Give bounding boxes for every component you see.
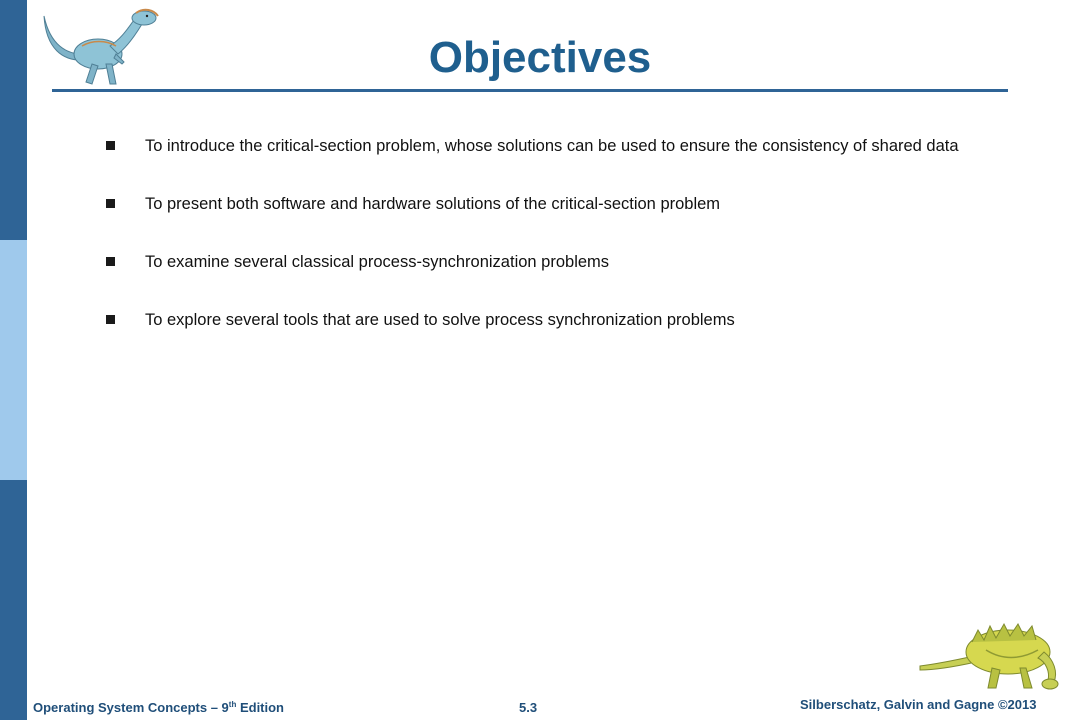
bullet-item	[104, 309, 1004, 331]
bullet-item	[104, 251, 1004, 273]
footer-page-number: 5.3	[519, 700, 538, 715]
bullet-square-icon	[106, 257, 115, 266]
page-title: Objectives	[428, 33, 652, 82]
footer-edition-word: Edition	[236, 700, 285, 715]
footer-book-title	[33, 700, 284, 715]
bullet-item	[104, 135, 1004, 157]
bullet-item	[104, 193, 1004, 215]
footer-book-title-text: Operating System Concepts – 9	[33, 700, 229, 715]
bullet-text: To introduce the critical-section problem, whose solutions can be used to ensure the consistency of shared data	[145, 137, 959, 155]
title-divider	[52, 89, 1008, 92]
footer-copyright: Silberschatz, Galvin and Gagne ©2013	[800, 697, 1037, 712]
bullet-square-icon	[106, 315, 115, 324]
bullet-list	[104, 135, 1004, 367]
bullet-square-icon	[106, 141, 115, 150]
footer-edition-sup: th	[228, 700, 237, 709]
side-bar-middle	[0, 240, 27, 480]
bullet-text: To present both software and hardware solutions of the critical-section problem	[145, 195, 721, 213]
bullet-text: To examine several classical process-synchronization problems	[145, 253, 610, 271]
dinosaur-icon	[916, 616, 1066, 692]
bullet-square-icon	[106, 199, 115, 208]
bullet-text: To explore several tools that are used to solve process synchronization problems	[145, 311, 735, 329]
side-bar-bottom	[0, 480, 27, 720]
